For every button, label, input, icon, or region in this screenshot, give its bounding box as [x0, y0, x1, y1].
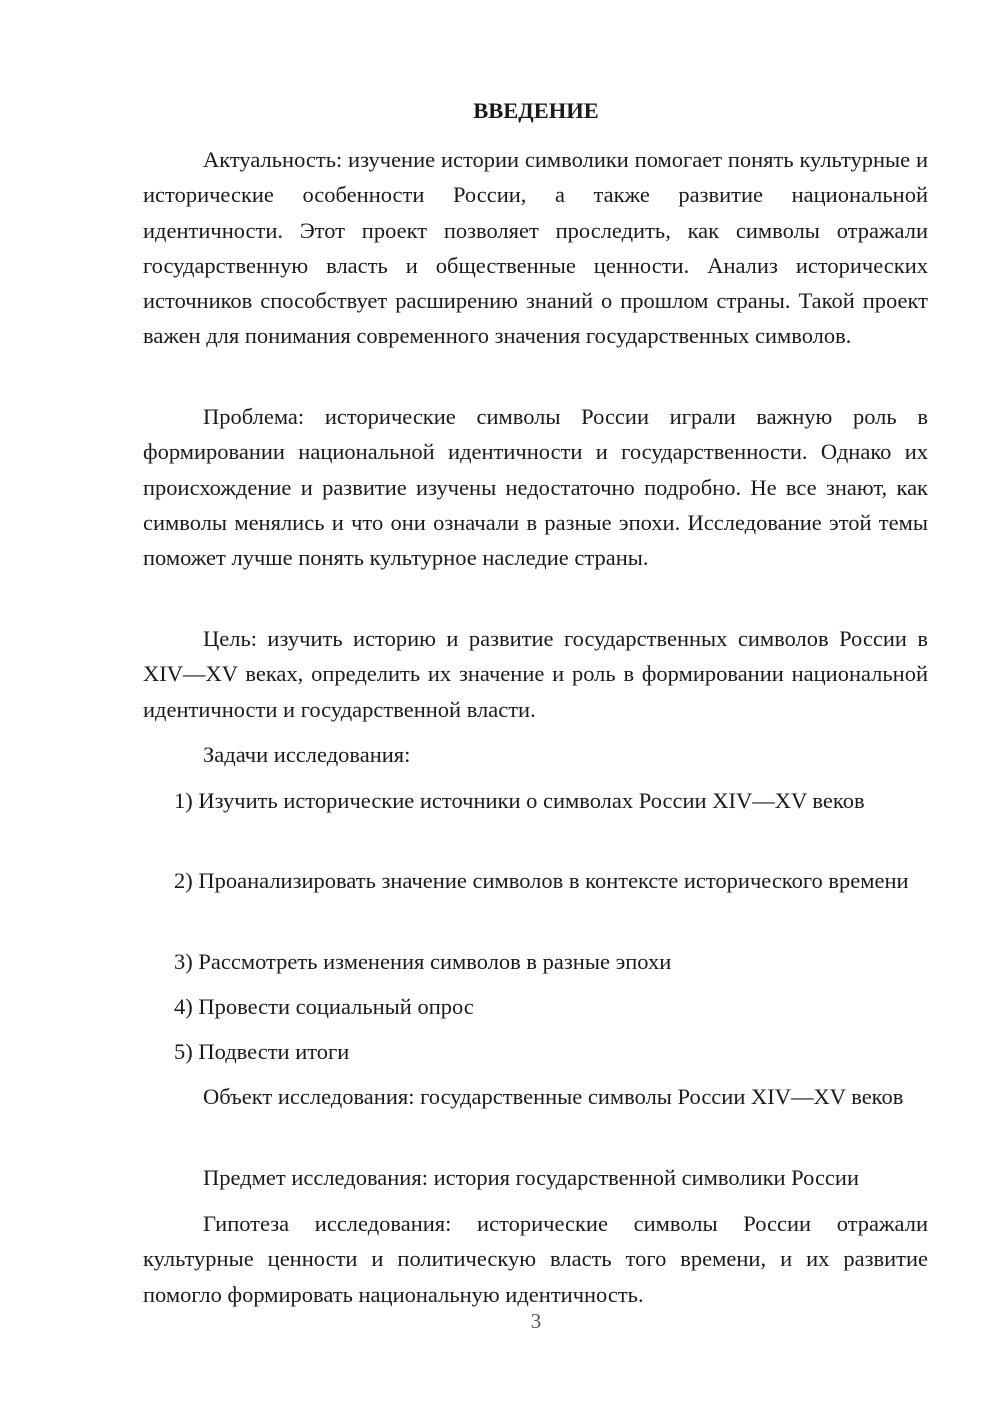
paragraph-object: Объект исследования: государственные символы России XIV—XV веков [203, 1084, 904, 1109]
paragraph-relevance: Актуальность: изучение истории символики помогает понять культурные и исторические особенности России, а также развитие национальной идентичности. Этот проект позволяет проследить, как символы отражали государственную власть и общественные ценности. Анализ исторических источников способствует расширению знаний о прошлом страны. Такой проект важен для понимания современного значения государственных символов. [143, 147, 928, 349]
task-item: 5) Подвести итоги [174, 1039, 350, 1064]
page-title: ВВЕДЕНИЕ [473, 98, 599, 123]
task-item: 4) Провести социальный опрос [174, 994, 474, 1019]
tasks-heading: Задачи исследования: [203, 742, 411, 767]
paragraph-goal: Цель: изучить историю и развитие государственных символов России в XIV—XV веках, определить их значение и роль в формировании национальной идентичности и государственной власти. [143, 626, 928, 722]
task-item: 1) Изучить исторические источники о символах России XIV—XV веков [174, 788, 865, 813]
page-number: 3 [530, 1309, 542, 1333]
paragraph-problem: Проблема: исторические символы России играли важную роль в формировании национальной идентичности и государственности. Однако их происхождение и развитие изучены недостаточно подробно. Не все знают, как символы менялись и что они означали в разные эпохи. Исследование этой темы поможет лучше понять культурное наследие страны. [143, 404, 928, 571]
task-item: 3) Рассмотреть изменения символов в разные эпохи [174, 949, 672, 974]
paragraph-hypothesis: Гипотеза исследования: исторические символы России отражали культурные ценности и политическую власть того времени, и их развитие помогло формировать национальную идентичность. [143, 1211, 928, 1307]
paragraph-subject: Предмет исследования: история государственной символики России [203, 1165, 860, 1190]
task-item: 2) Проанализировать значение символов в контексте исторического времени [174, 868, 909, 893]
